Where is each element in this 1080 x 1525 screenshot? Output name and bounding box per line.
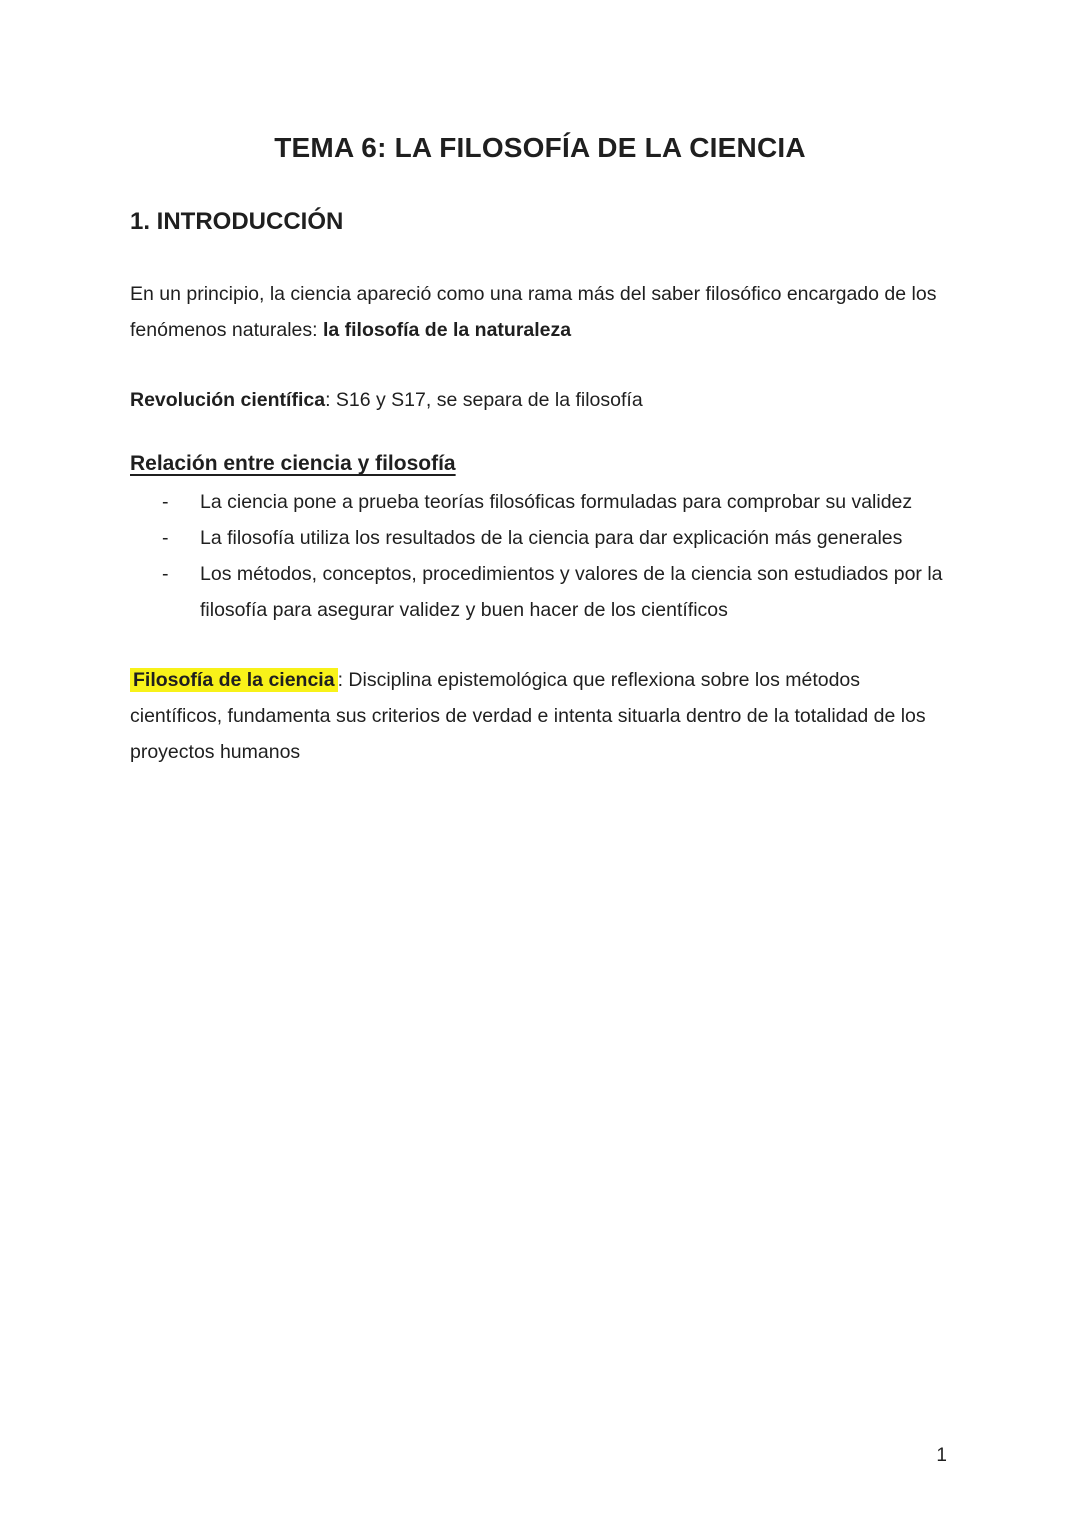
- paragraph-revolucion-text: : S16 y S17, se separa de la filosofía: [325, 389, 643, 411]
- dash-bullet: -: [162, 527, 169, 549]
- relation-list: [130, 484, 950, 628]
- list-item-text: Los métodos, conceptos, procedimientos y valores de la ciencia son estudiados por la filosofía para asegurar validez y buen hacer de los científicos: [200, 563, 943, 621]
- paragraph-revolucion-bold-term: Revolución científica: [130, 389, 326, 411]
- list-item-text: La ciencia pone a prueba teorías filosóficas formuladas para comprobar su validez: [200, 491, 913, 513]
- paragraph-origin: [130, 276, 950, 348]
- list-item: [162, 484, 950, 520]
- page-title: TEMA 6: LA FILOSOFÍA DE LA CIENCIA: [274, 132, 806, 163]
- list-item-text: La filosofía utiliza los resultados de la ciencia para dar explicación más generales: [200, 527, 903, 549]
- list-item: [162, 556, 950, 628]
- subheading-relacion-ciencia-filosofia: Relación entre ciencia y filosofía: [130, 452, 456, 475]
- page-number: 1: [936, 1445, 947, 1466]
- dash-bullet: -: [162, 563, 169, 585]
- paragraph-definition-text: : Disciplina epistemológica que reflexiona sobre los métodos científicos, fundamenta sus criterios de verdad e intenta situarla dentro de la totalidad de los proyectos humanos: [130, 669, 926, 763]
- paragraph-origin-bold-term: la filosofía de la naturaleza: [322, 319, 572, 341]
- paragraph-revolucion: [130, 382, 950, 418]
- paragraph-definition: [130, 662, 950, 770]
- list-item: [162, 520, 950, 556]
- dash-bullet: -: [162, 491, 169, 513]
- highlighted-term: Filosofía de la ciencia: [130, 668, 338, 692]
- section-heading-introduccion: 1. INTRODUCCIÓN: [130, 208, 344, 235]
- paragraph-origin-text: En un principio, la ciencia apareció como una rama más del saber filosófico encargado de los fenómenos naturales:: [130, 283, 937, 341]
